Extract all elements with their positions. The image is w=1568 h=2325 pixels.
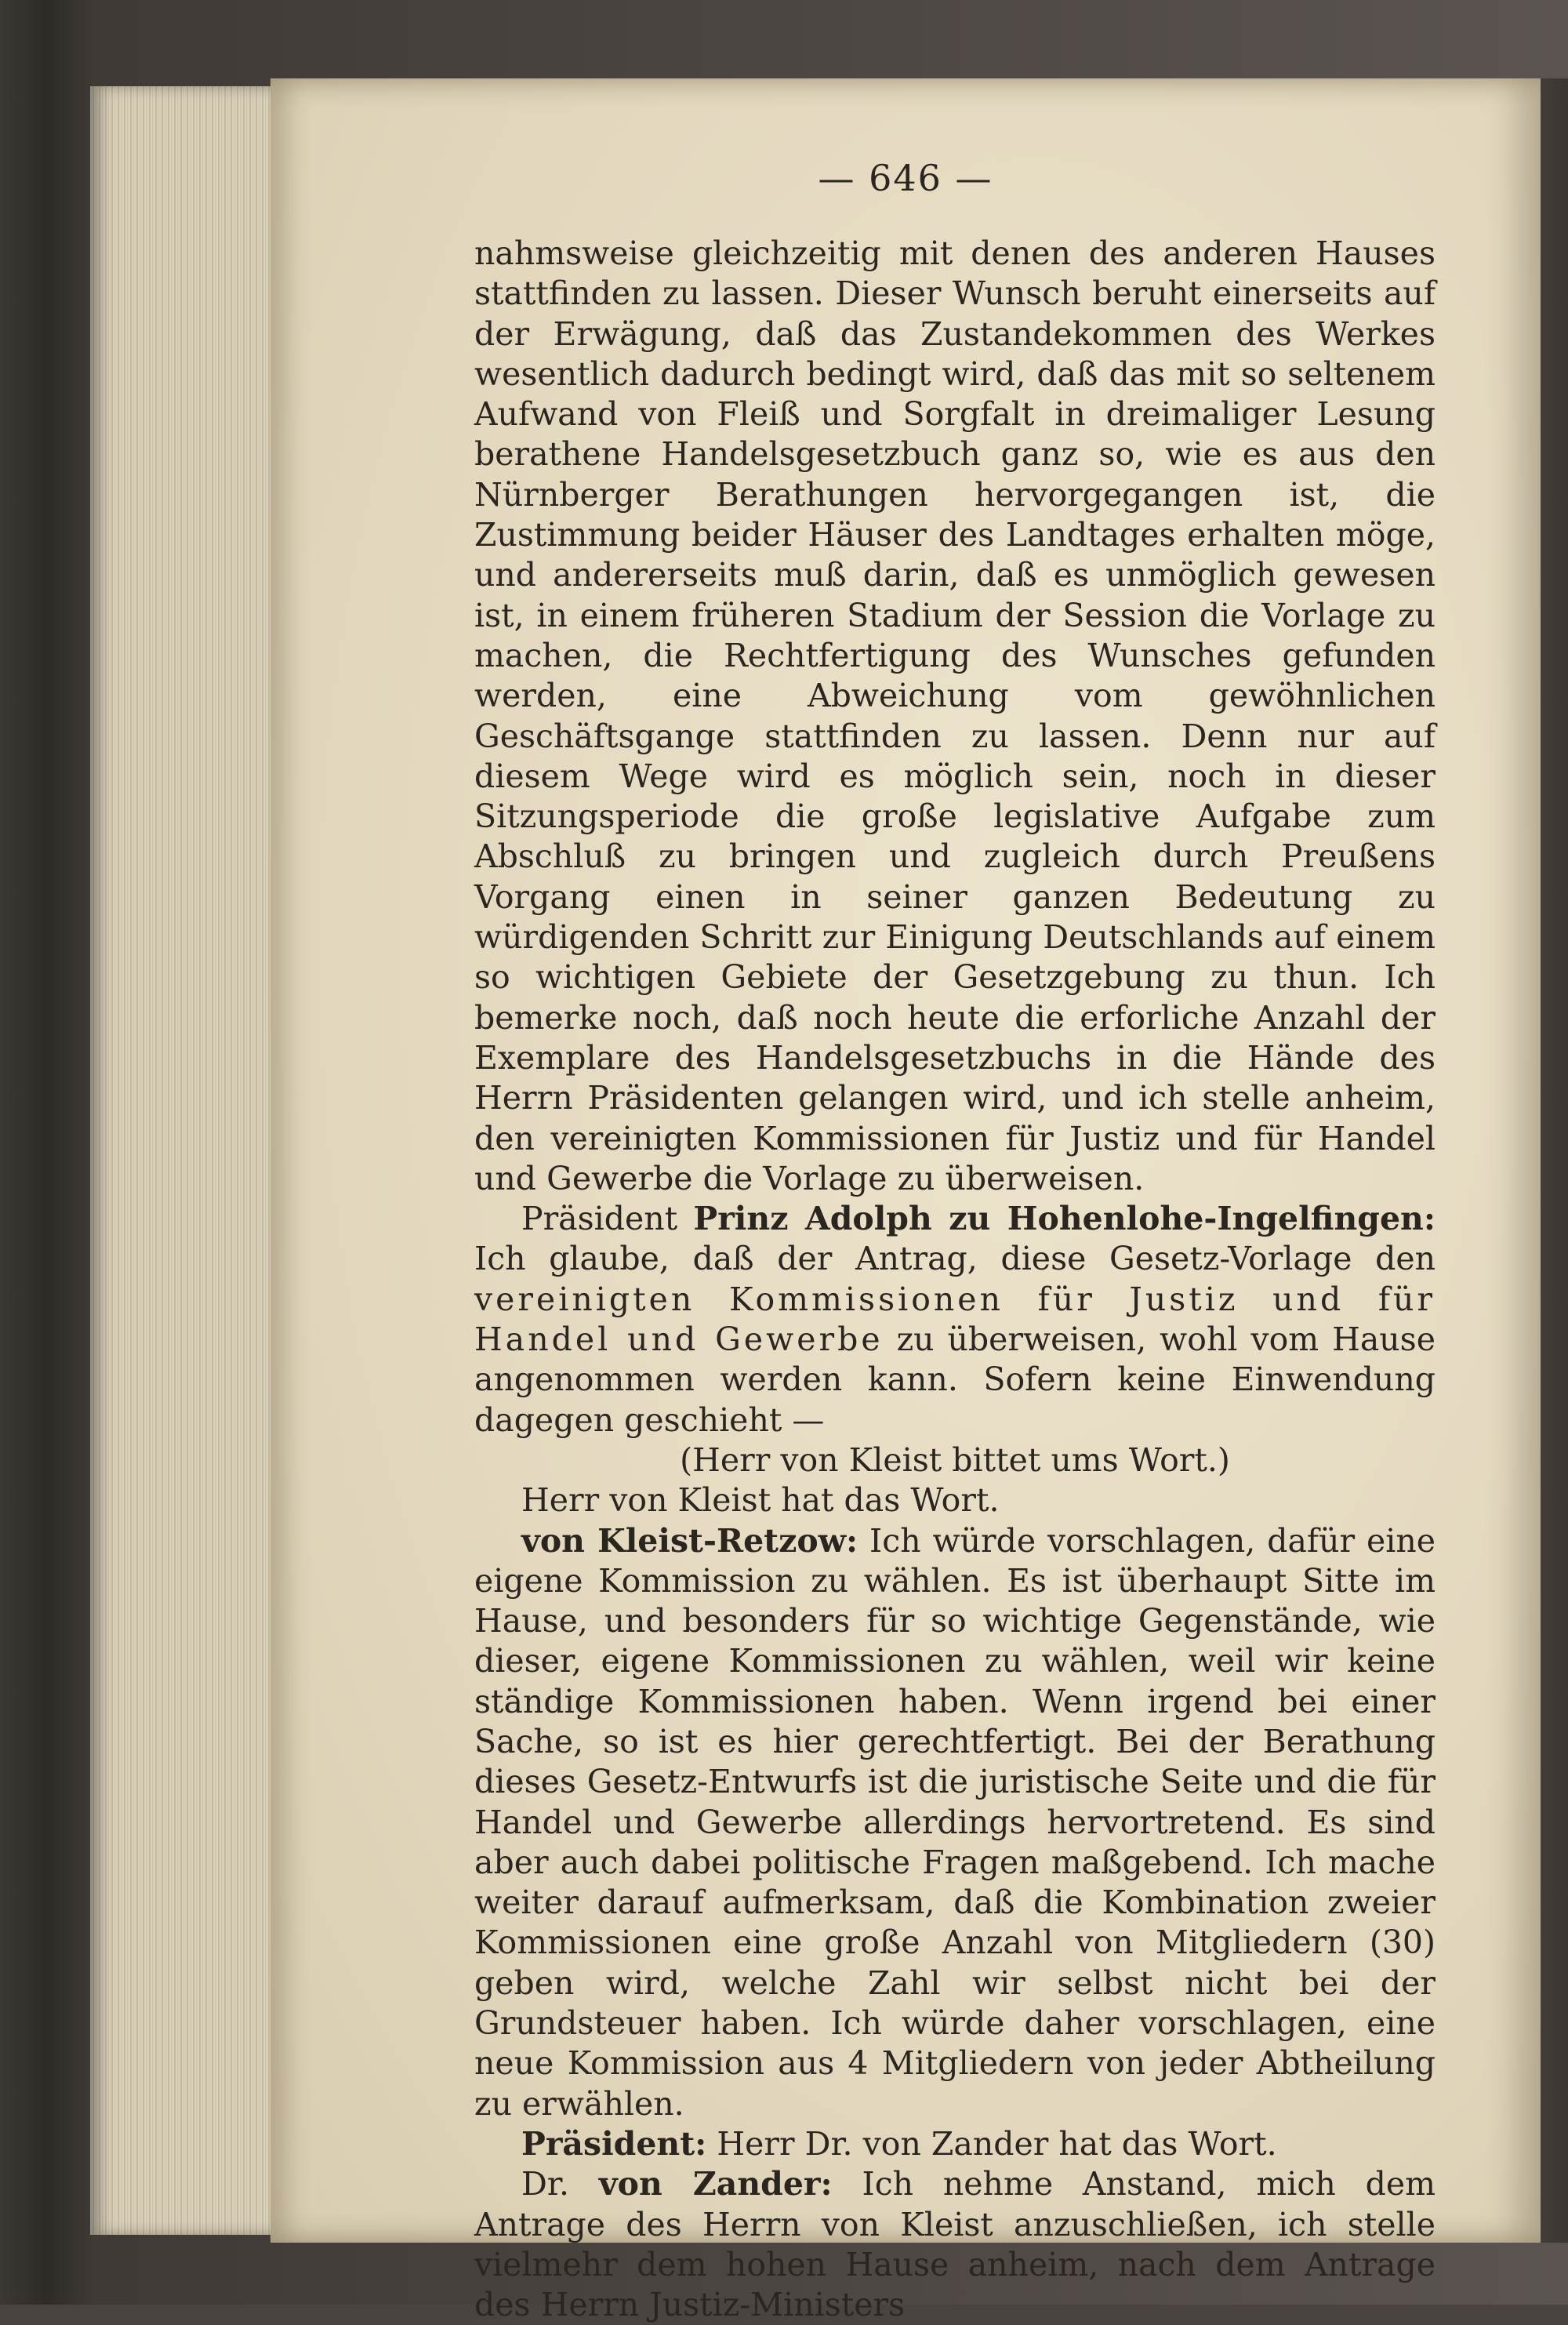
speaker-title: Dr. [521, 2165, 599, 2203]
speaker-title: Präsident [521, 1200, 694, 1238]
paragraph-president-hohenlohe [474, 1199, 1436, 1440]
page-number: — 646 — [818, 157, 993, 199]
paragraph-kleist-retzow [474, 1521, 1436, 2124]
stage-direction: (Herr von Kleist bittet ums Wort.) [680, 1440, 1230, 1479]
paragraph-floor-given: Herr von Kleist hat das Wort. [521, 1481, 1000, 1520]
speaker-name: Prinz Adolph zu Hohenlohe-Ingelfingen: [693, 1200, 1436, 1238]
speech-text: Ich würde vorschlagen, dafür eine eigene Kommission zu wählen. Es ist überhaupt Sitte im Hause, und besonders für so wichtige Gegenstände, wie dieser, eigene Kommissionen zu wählen, weil wir keine ständige Kommissionen haben. Wenn irgend bei einer Sache, so ist es hier gerechtfertigt. Bei der Berathung dieses Gesetz-Entwurfs ist die juristische Seite und die für Handel und Gewerbe allerdings hervortretend. Es sind aber auch dabei politische Fragen maßgebend. Ich mache weiter darauf aufmerksam, daß die Kombination zweier Kommissionen eine große Anzahl von Mitgliedern (30) geben wird, welche Zahl wir selbst nicht bei der Grundsteuer haben. Ich würde daher vorschlagen, eine neue Kommission aus 4 Mitgliedern von jeder Abtheilung zu erwählen. [474, 1521, 1436, 2123]
speech-text: Ich nehme Anstand, mich dem Antrage des Herrn von Kleist anzuschließen, ich stelle vielmehr dem hohen Hause anheim, nach dem Antrage des Herrn Justiz-Ministers [474, 2165, 1436, 2324]
book-page [270, 78, 1541, 2324]
speaker-name: von Zander: [598, 2165, 833, 2203]
paragraph-zander [474, 2164, 1436, 2325]
page-text [474, 234, 1436, 2325]
speaker-name: von Kleist-Retzow: [521, 1521, 858, 1560]
speech-text: zu überweisen, wohl vom Hause angenommen werden kann. Sofern keine Einwendung dagegen geschieht — [474, 1321, 1436, 1439]
speaker-name: Präsident: [521, 2124, 707, 2163]
speech-text: Ich glaube, daß der Antrag, diese Gesetz-Vorlage den [474, 1240, 1436, 1278]
speech-text: Herr Dr. von Zander hat das Wort. [706, 2124, 1277, 2163]
paragraph-president [474, 2124, 1436, 2164]
paragraph-minister-statement: nahmsweise gleichzeitig mit denen des anderen Hauses stattfinden zu lassen. Dieser Wunsch beruht einerseits auf der Erwägung, daß das Zustandekommen des Werkes wesentlich dadurch bedingt wird, daß das mit so seltenem Aufwand von Fleiß und Sorgfalt in dreimaliger Lesung berathene Handelsgesetzbuch ganz so, wie es aus den Nürnberger Berathungen hervorgegangen ist, die Zustimmung beider Häuser des Landtages erhalten möge, und andererseits muß darin, daß es unmöglich gewesen ist, in einem früheren Stadium der Session die Vorlage zu machen, die Rechtfertigung des Wunsches gefunden werden, eine Abweichung vom gewöhnlichen Geschäftsgange stattfinden zu lassen. Denn nur auf diesem Wege wird es möglich sein, noch in dieser Sitzungsperiode die große legislative Aufgabe zum Abschluß zu bringen und zugleich durch Preußens Vorgang einen in seiner ganzen Bedeutung zu würdigenden Schritt zur Einigung Deutschlands auf einem so wichtigen Gebiete der Gesetzgebung zu thun. Ich bemerke noch, daß noch heute die erforliche Anzahl der Exemplare des Handelsgesetzbuchs in die Hände des Herrn Präsidenten gelangen wird, und ich stelle anheim, den vereinigten Kommissionen für Justiz und für Handel und Gewerbe die Vorlage zu überweisen. [474, 234, 1436, 1197]
book-page-edges [90, 86, 278, 2235]
emphasized-text: vereinigten Kommissionen für Justiz und für Handel und Gewerbe [474, 1280, 1436, 1359]
